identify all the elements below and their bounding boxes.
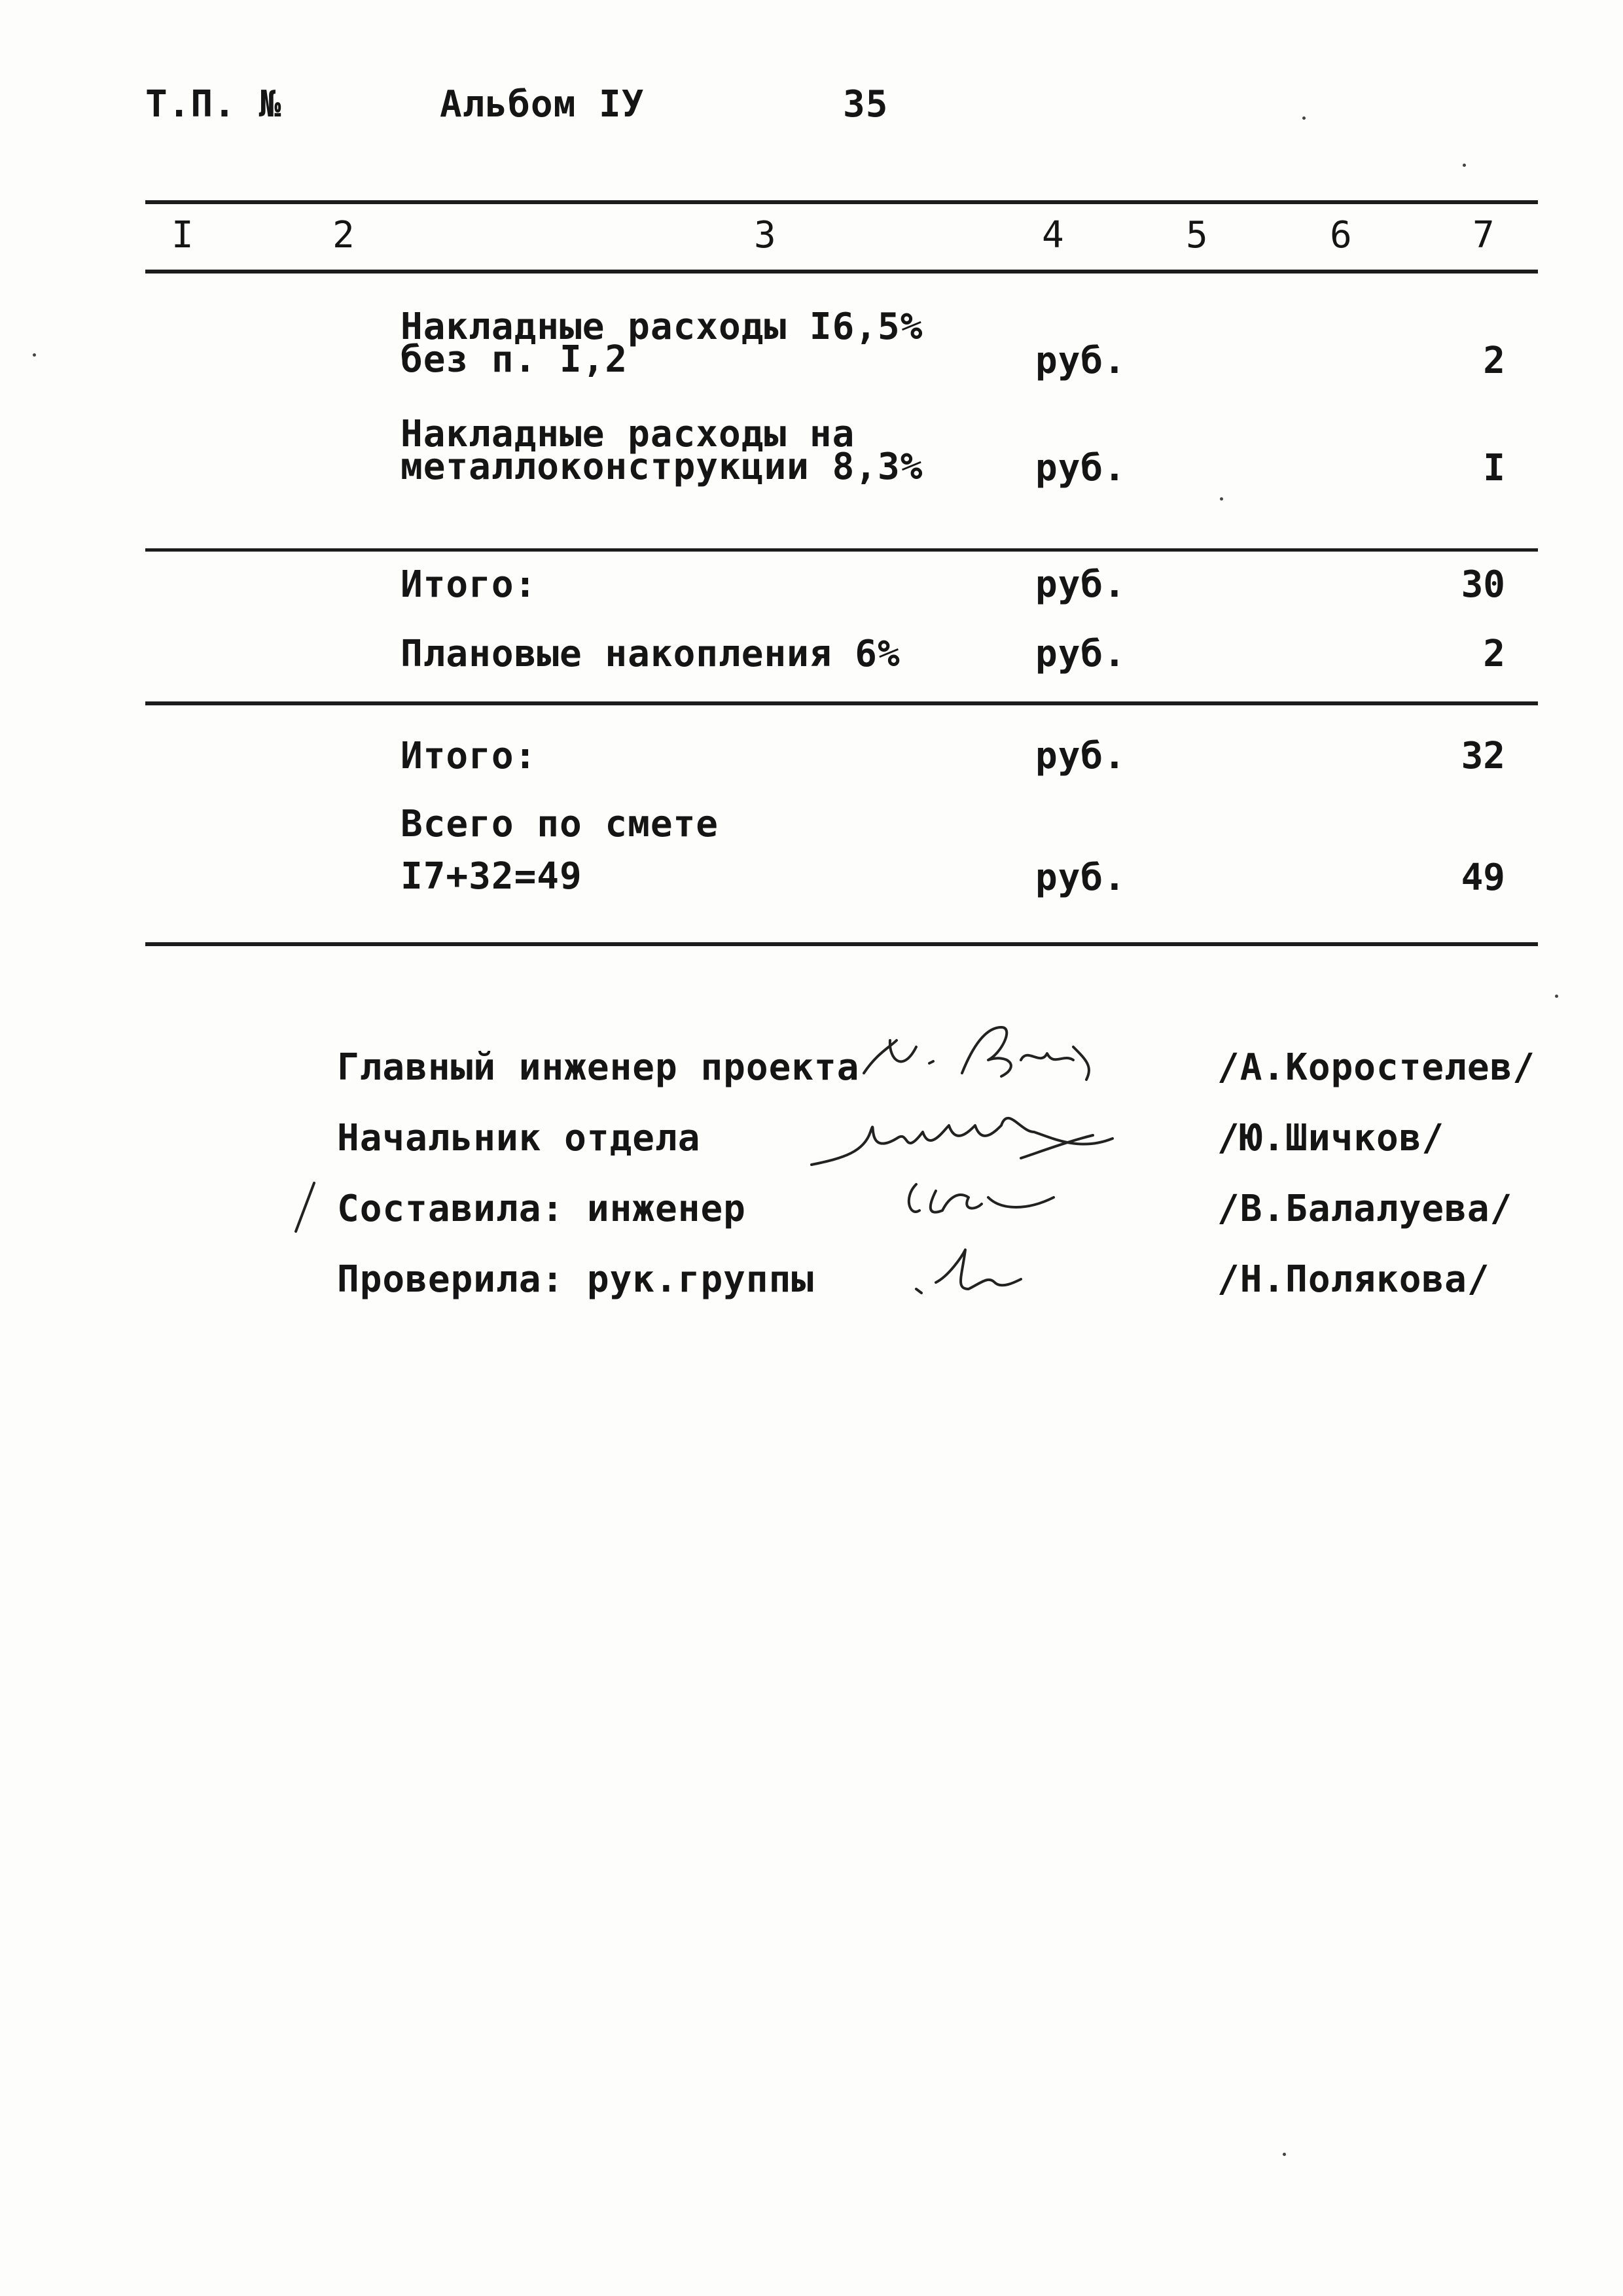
scan-speck — [1463, 164, 1466, 167]
scan-speck — [1302, 116, 1306, 120]
column-header-3: 3 — [754, 214, 777, 256]
table-header-rule — [145, 270, 1538, 274]
row-name: Плановые накопления 6% — [401, 633, 901, 675]
row-value: 30 — [1461, 563, 1505, 606]
table-top-rule — [145, 200, 1538, 204]
tp-label: Т.П. № — [145, 83, 282, 126]
column-header-2: 2 — [332, 214, 355, 256]
subtotal-rule-2 — [145, 701, 1538, 705]
scan-speck — [1555, 995, 1558, 998]
row-name: Итого: — [401, 563, 537, 606]
row-value: 32 — [1461, 735, 1505, 777]
row-name: Итого: — [401, 735, 537, 777]
subtotal-rule-1 — [145, 548, 1538, 552]
row-unit: руб. — [1035, 857, 1126, 899]
handwritten-signatures — [805, 1001, 1211, 1328]
margin-mark — [288, 1178, 321, 1237]
row-unit: руб. — [1035, 447, 1126, 489]
column-header-1: I — [171, 214, 194, 256]
row-unit: руб. — [1035, 735, 1126, 777]
scan-speck — [1220, 497, 1223, 501]
row-name-line2: металлоконструкции 8,3% — [401, 446, 923, 488]
signature-name: /В.Балалуева/ — [1217, 1188, 1513, 1230]
column-header-6: 6 — [1330, 214, 1353, 256]
row-value: 49 — [1461, 857, 1505, 899]
table-bottom-rule — [145, 942, 1538, 946]
signature-role: Главный инженер проекта — [337, 1046, 860, 1089]
row-value: 2 — [1483, 340, 1505, 382]
row-value: I — [1483, 447, 1505, 489]
signature-role: Проверила: рук.группы — [337, 1258, 815, 1301]
signature-name: /Н.Полякова/ — [1217, 1258, 1490, 1301]
row-unit: руб. — [1035, 563, 1126, 606]
signature-name: /А.Коростелев/ — [1217, 1046, 1536, 1089]
album-label: Альбом IУ — [440, 83, 645, 126]
page-number: 35 — [843, 83, 889, 126]
scan-speck — [1283, 2153, 1286, 2156]
signature-name: /Ю.Шичков/ — [1217, 1117, 1445, 1159]
column-header-7: 7 — [1472, 214, 1495, 256]
row-unit: руб. — [1035, 633, 1126, 675]
row-name-line1: Накладные расходы на — [401, 413, 855, 455]
signature-role: Составила: инженер — [337, 1188, 746, 1230]
row-value: 2 — [1483, 633, 1505, 675]
row-name-line2: без п. I,2 — [401, 338, 628, 381]
column-header-5: 5 — [1186, 214, 1209, 256]
row-name-line1: Всего по смете — [401, 803, 719, 845]
scan-speck — [33, 353, 36, 357]
row-unit: руб. — [1035, 340, 1126, 382]
row-name-line1: Накладные расходы I6,5% — [401, 306, 923, 348]
column-header-4: 4 — [1042, 214, 1065, 256]
row-name-line2: I7+32=49 — [401, 855, 582, 898]
signature-role: Начальник отдела — [337, 1117, 701, 1159]
